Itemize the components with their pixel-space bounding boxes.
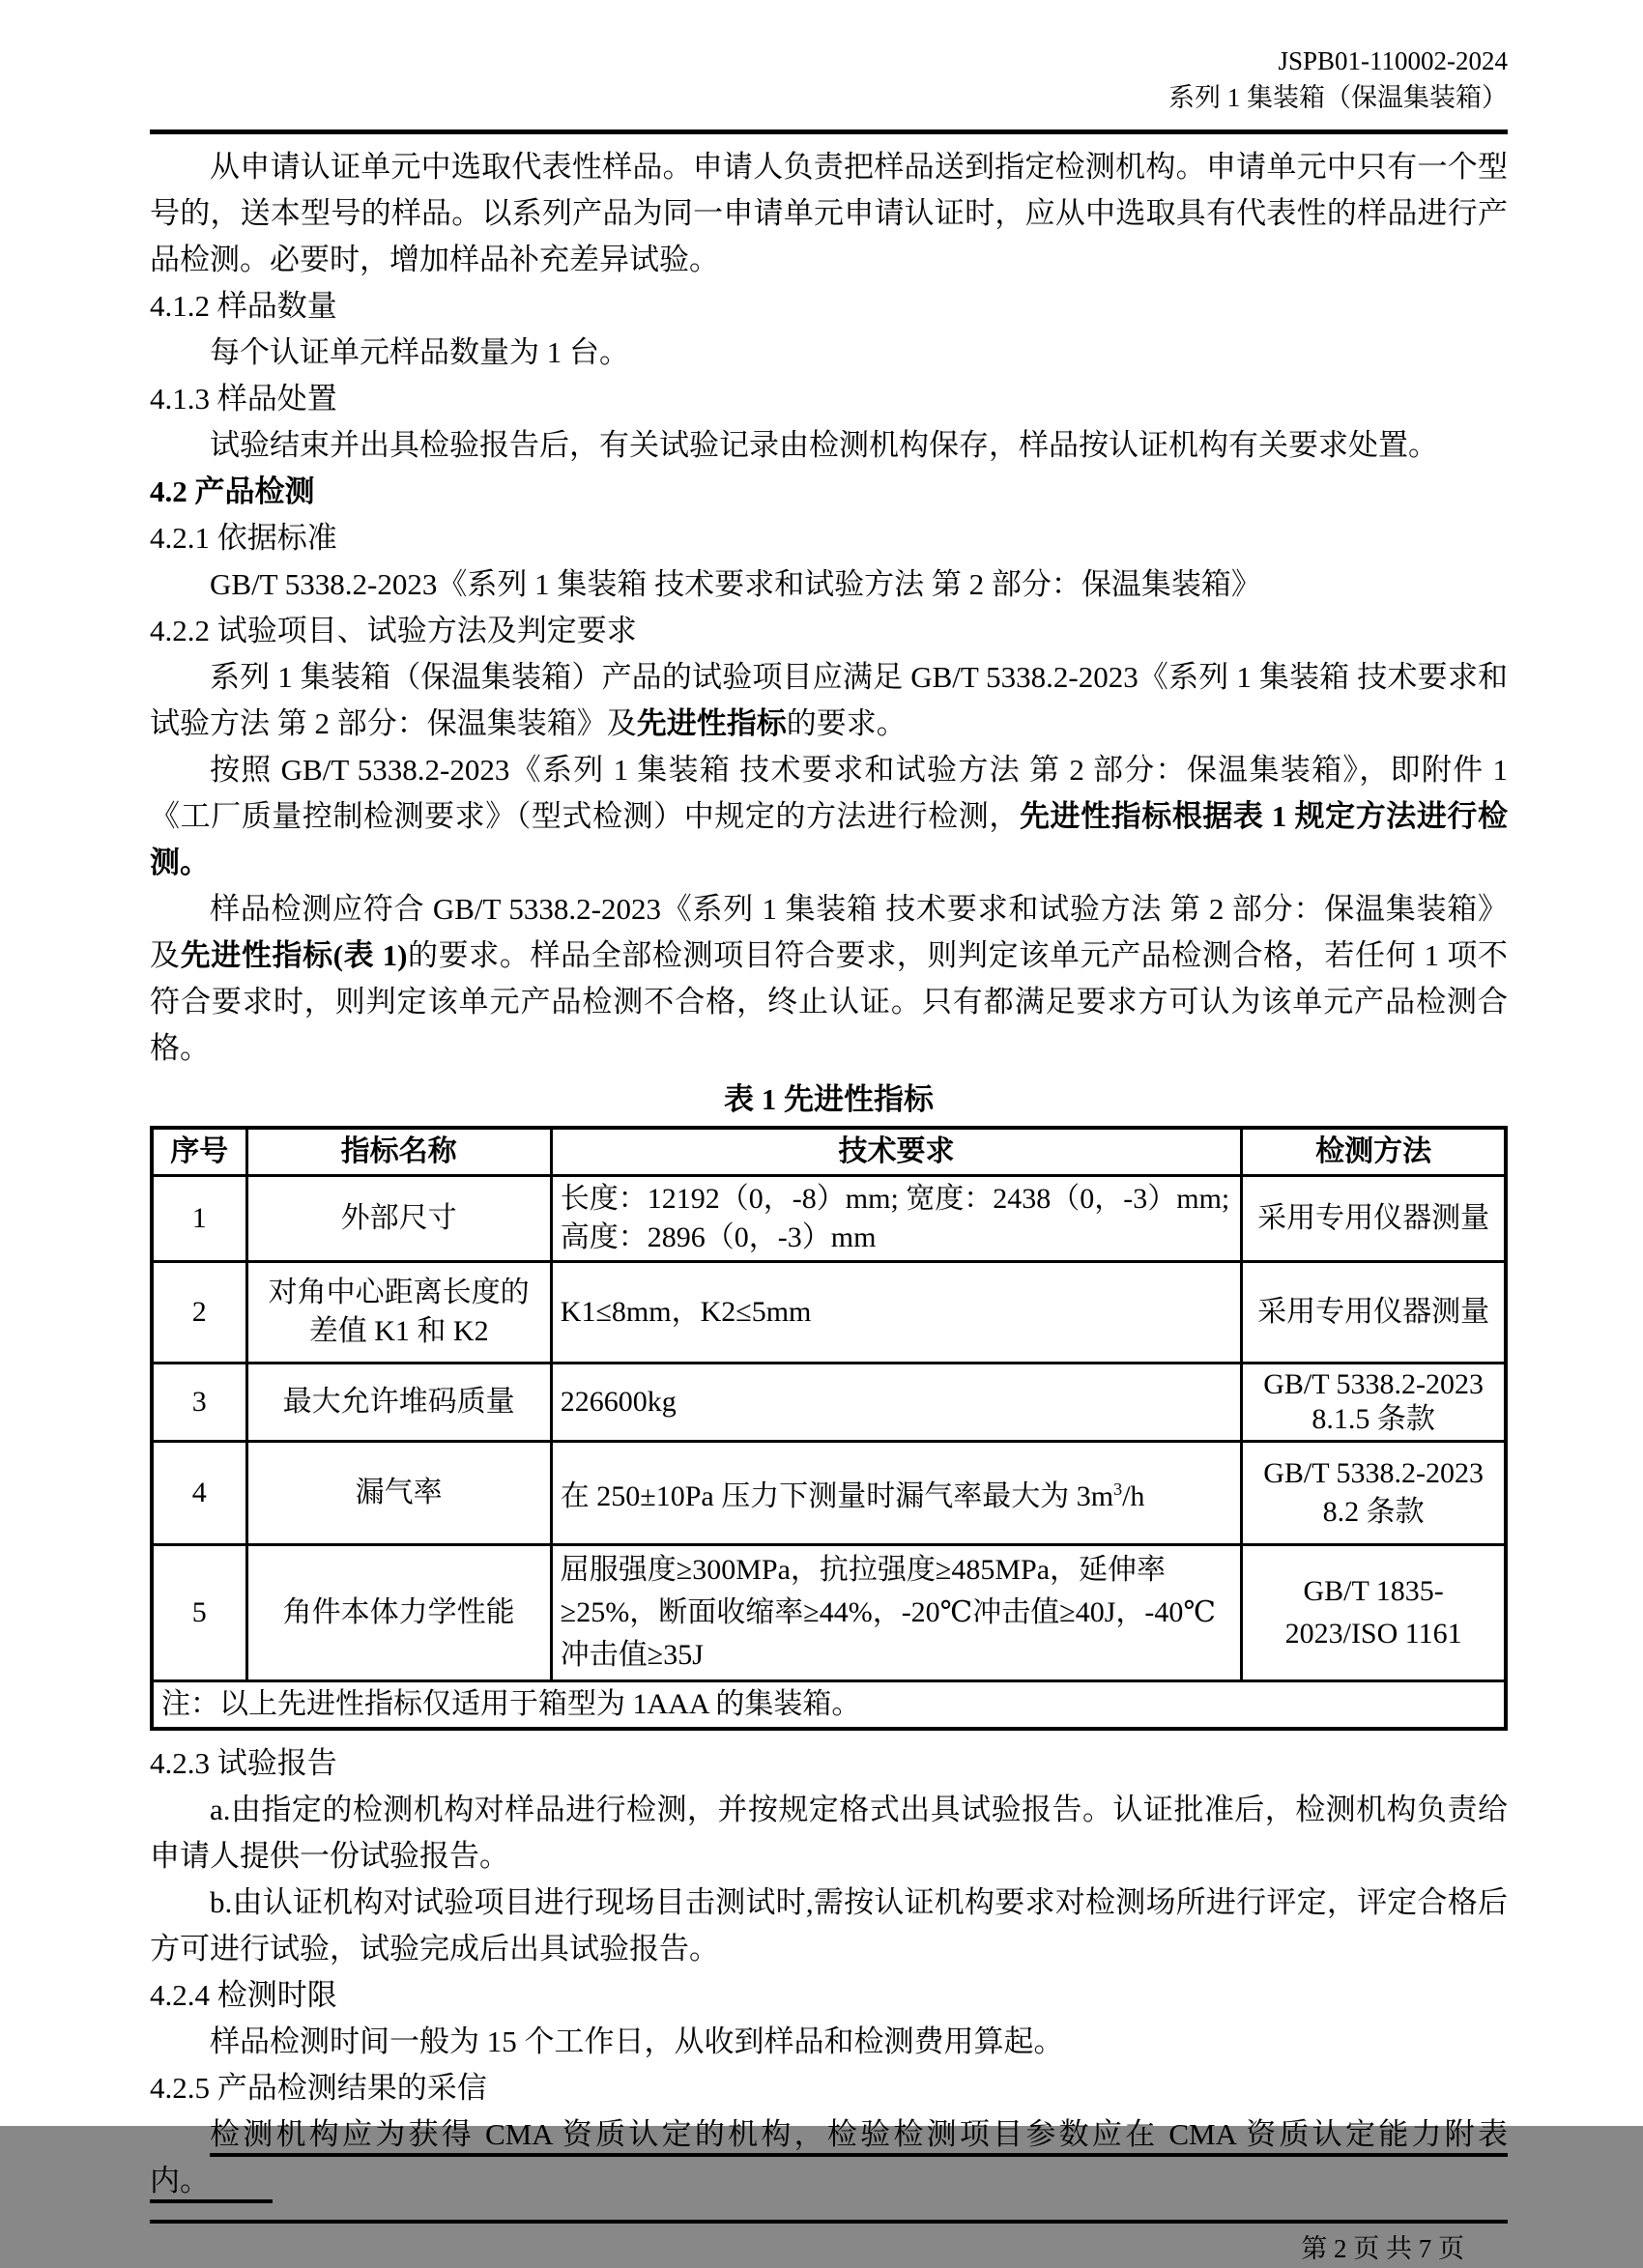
- requirement-unit: /h: [1122, 1480, 1145, 1512]
- cell-requirement: [551, 1442, 1242, 1545]
- para-4-2-2-b-bold: 先进性指标根据表 1 规定方法进行检测。: [150, 799, 1509, 879]
- table-row: [152, 1545, 1506, 1681]
- table-note: 注：以上先进性指标仅适用于箱型为 1AAA 的集装箱。: [152, 1681, 1506, 1730]
- cell-seq: 3: [152, 1364, 246, 1442]
- heading-4-2-2: 4.2.2 试验项目、试验方法及判定要求: [150, 614, 637, 647]
- para-4-2-5: [150, 2111, 1508, 2204]
- para-4-2-2-b: [150, 747, 1508, 886]
- para-4-2-2-a-post: 的要求。: [786, 706, 907, 740]
- cell-requirement: 长度：12192（0，-8）mm; 宽度：2438（0，-3）mm; 高度：2896（0，-3）mm: [551, 1176, 1242, 1262]
- para-4-2-1: GB/T 5338.2-2023《系列 1 集装箱 技术要求和试验方法 第 2 部分：保温集装箱》: [210, 567, 1261, 601]
- header-requirement: 技术要求: [551, 1128, 1242, 1176]
- cell-requirement: 226600kg: [551, 1364, 1242, 1442]
- cell-seq: 2: [152, 1262, 246, 1364]
- para-4-2-2-a: [150, 654, 1508, 747]
- cell-method: GB/T 1835-2023/ISO 1161: [1242, 1545, 1506, 1681]
- para-sample-selection: 从申请认证单元中选取代表性样品。申请人负责把样品送到指定检测机构。申请单元中只有一个型号的，送本型号的样品。以系列产品为同一申请单元申请认证时，应从中选取具有代表性的样品进行产品检测。必要时，增加样品补充差异试验。: [150, 150, 1508, 276]
- heading-4-2-4: 4.2.4 检测时限: [150, 1978, 337, 2012]
- page-header: [150, 0, 1508, 116]
- para-4-2-2-c-post: 的要求。样品全部检测项目符合要求，则判定该单元产品检测合格，若任何 1 项不符合要求时，则判定该单元产品检测不合格，终止认证。只有都满足要求方可认为该单元产品检测合格。: [150, 938, 1509, 1065]
- heading-4-1-2: 4.1.2 样品数量: [150, 289, 337, 323]
- doc-subtitle: 系列 1 集装箱（保温集装箱）: [1168, 83, 1508, 112]
- superscript-cubed: 3: [1113, 1479, 1123, 1499]
- requirement-text: 在 250±10Pa 压力下测量时漏气率最大为 3m: [560, 1480, 1114, 1512]
- header-method: 检测方法: [1242, 1128, 1506, 1176]
- body-upper: [150, 144, 1508, 1072]
- body-lower: [150, 1740, 1508, 2204]
- para-4-2-3-b: b.由认证机构对试验项目进行现场目击测试时,需按认证机构要求对检测场所进行评定，评定合格后方可进行试验，试验完成后出具试验报告。: [150, 1885, 1508, 1966]
- table-note-row: [152, 1681, 1506, 1730]
- table-row: [152, 1262, 1506, 1364]
- table-row: [152, 1442, 1506, 1545]
- cell-method: 采用专用仪器测量: [1242, 1262, 1506, 1364]
- cell-name: 角件本体力学性能: [246, 1545, 551, 1681]
- table-header-row: [152, 1128, 1506, 1176]
- para-4-2-2-c-bold: 先进性指标(表 1): [180, 938, 408, 972]
- table-row: [152, 1364, 1506, 1442]
- para-4-1-2: 每个认证单元样品数量为 1 台。: [210, 335, 629, 369]
- heading-4-2-5: 4.2.5 产品检测结果的采信: [150, 2071, 487, 2105]
- heading-4-2-1: 4.2.1 依据标准: [150, 521, 337, 555]
- cell-seq: 5: [152, 1545, 246, 1681]
- para-4-2-2-c: [150, 886, 1508, 1072]
- cell-name: 外部尺寸: [246, 1176, 551, 1262]
- doc-number: JSPB01-110002-2024: [1278, 46, 1508, 75]
- cell-method: GB/T 5338.2-2023 8.1.5 条款: [1242, 1364, 1506, 1442]
- cell-requirement: 屈服强度≥300MPa，抗拉强度≥485MPa，延伸率≥25%，断面收缩率≥44%，-20℃冲击值≥40J，-40℃冲击值≥35J: [551, 1545, 1242, 1681]
- page-number: 第 2 页 共 7 页: [1301, 2234, 1464, 2263]
- para-4-2-3-a: a.由指定的检测机构对样品进行检测，并按规定格式出具试验报告。认证批准后，检测机构负责给申请人提供一份试验报告。: [150, 1793, 1508, 1873]
- heading-4-1-3: 4.1.3 样品处置: [150, 382, 337, 416]
- heading-4-2: 4.2 产品检测: [150, 474, 315, 508]
- para-4-2-5-underlined: 检测机构应为获得 CMA 资质认定的机构，检验检测项目参数应在 CMA 资质认定能力附表内。: [150, 2117, 1508, 2203]
- para-4-2-4: 样品检测时间一般为 15 个工作日，从收到样品和检测费用算起。: [210, 2024, 1064, 2058]
- cell-requirement: K1≤8mm，K2≤5mm: [551, 1262, 1242, 1364]
- heading-4-2-3: 4.2.3 试验报告: [150, 1746, 337, 1780]
- cell-name: 漏气率: [246, 1442, 551, 1545]
- para-4-2-2-a-text: 系列 1 集装箱（保温集装箱）产品的试验项目应满足 GB/T 5338.2-2023《系列 1 集装箱 技术要求和试验方法 第 2 部分：保温集装箱》及: [150, 660, 1508, 740]
- para-4-1-3: 试验结束并出具检验报告后，有关试验记录由检测机构保存，样品按认证机构有关要求处置。: [210, 428, 1438, 462]
- para-4-2-2-a-bold: 先进性指标: [636, 706, 787, 740]
- header-rule: [150, 129, 1508, 134]
- footer-rule: [150, 2220, 1508, 2224]
- para-4-2-2-b-text: 按照 GB/T 5338.2-2023《系列 1 集装箱 技术要求和试验方法 第 2 部分：保温集装箱》，即附件 1《工厂质量控制检测要求》（型式检测）中规定的方法进行检测，: [150, 753, 1508, 833]
- cell-name: 对角中心距离长度的差值 K1 和 K2: [246, 1262, 551, 1364]
- cell-seq: 1: [152, 1176, 246, 1262]
- cell-method: 采用专用仪器测量: [1242, 1176, 1506, 1262]
- cell-name: 最大允许堆码质量: [246, 1364, 551, 1442]
- header-name: 指标名称: [246, 1128, 551, 1176]
- header-seq: 序号: [152, 1128, 246, 1176]
- para-4-2-2-c-text: 样品检测应符合 GB/T 5338.2-2023《系列 1 集装箱 技术要求和试验方法 第 2 部分：保温集装箱》及: [150, 892, 1508, 972]
- advancement-indicators-table: [150, 1126, 1508, 1731]
- table-row: [152, 1176, 1506, 1262]
- cell-seq: 4: [152, 1442, 246, 1545]
- cell-method: GB/T 5338.2-2023 8.2 条款: [1242, 1442, 1506, 1545]
- table-caption: 表 1 先进性指标: [724, 1082, 934, 1116]
